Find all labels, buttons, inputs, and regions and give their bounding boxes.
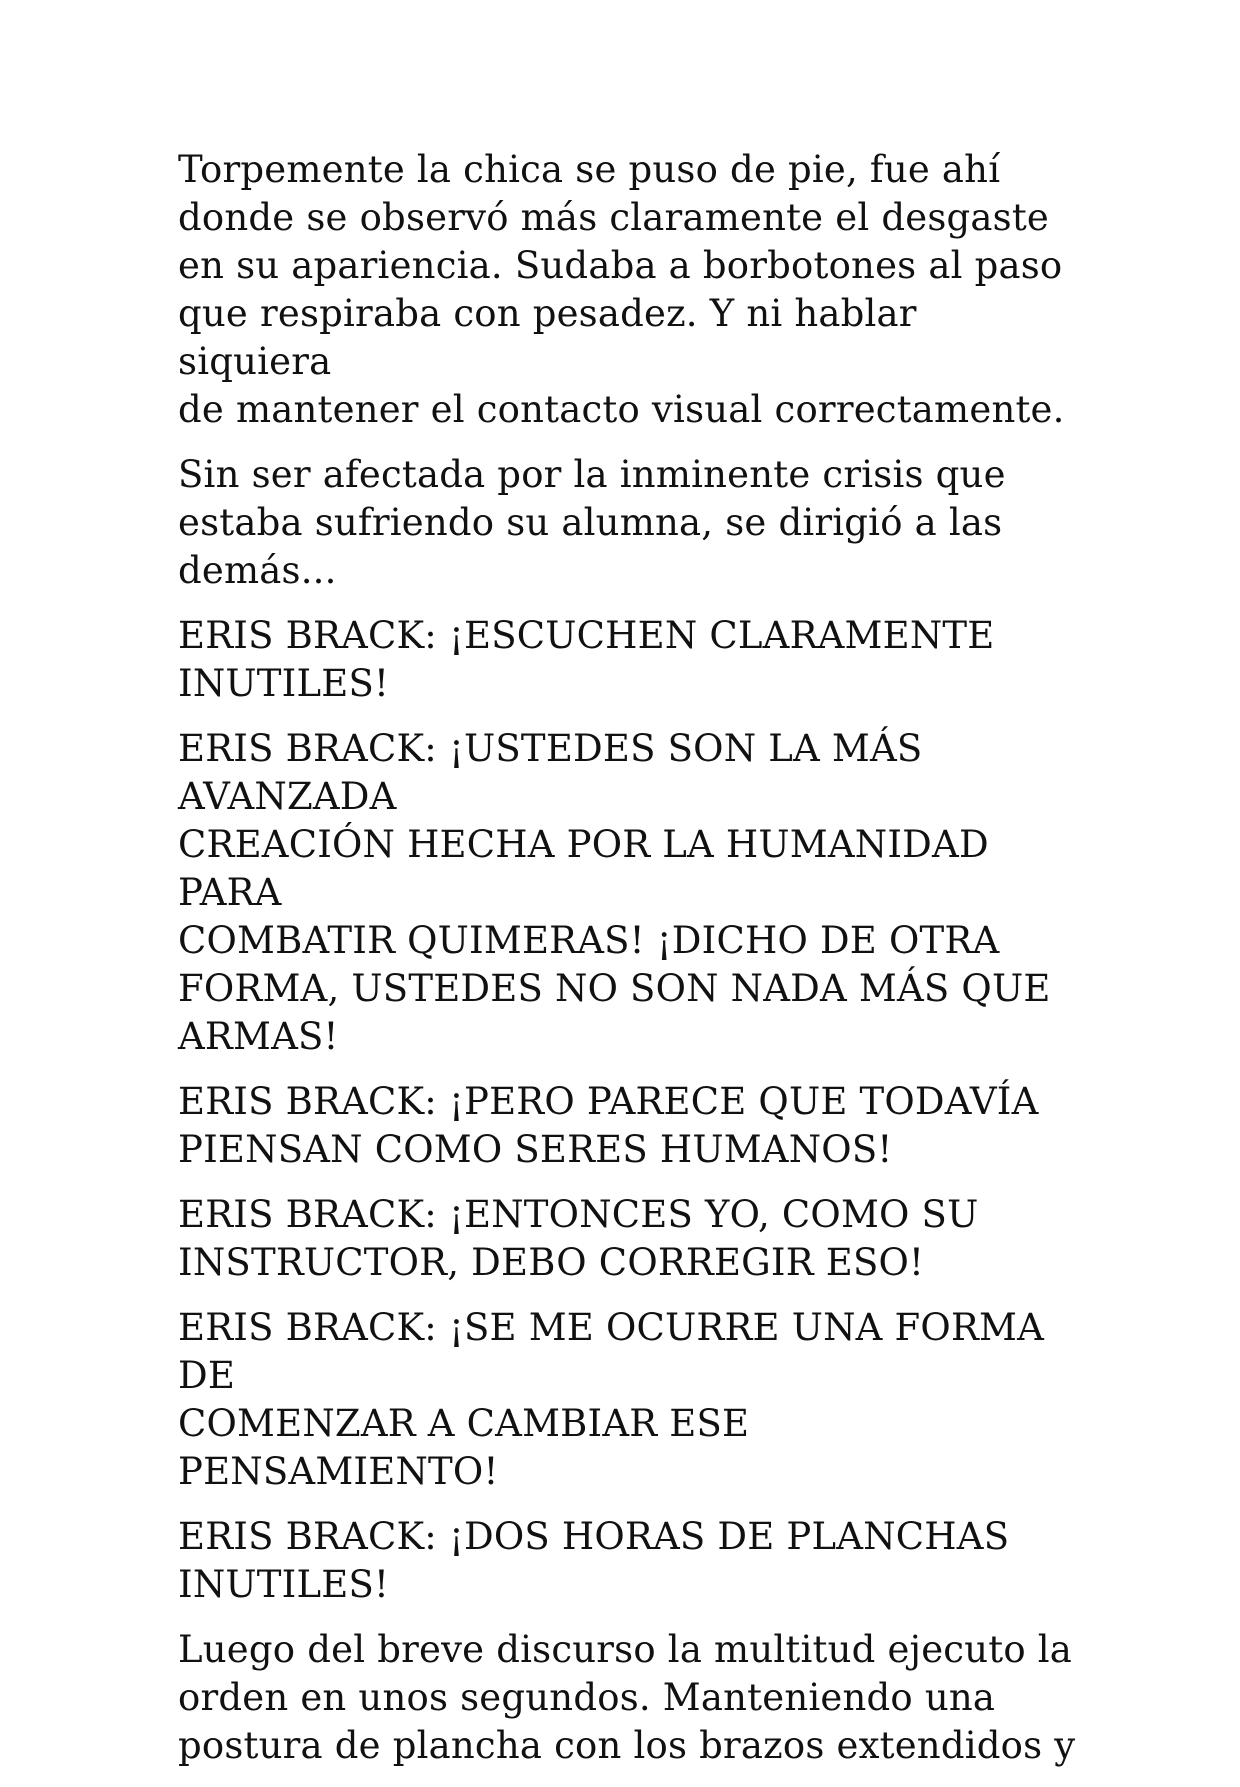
paragraph-dialogue-2: ERIS BRACK: ¡USTEDES SON LA MÁS AVANZADA CREACIÓN HECHA POR LA HUMANIDAD PARA COMBATIR QUIMERAS! ¡DICHO DE OTRA FORMA, USTEDES NO SON NADA MÁS QUE ARMAS! [178, 727, 1051, 1058]
paragraph-dialogue-4: ERIS BRACK: ¡ENTONCES YO, COMO SU INSTRUCTOR, DEBO CORREGIR ESO! [178, 1193, 979, 1284]
paragraph-narration-1: Torpemente la chica se puso de pie, fue ahí donde se observó más claramente el desgaste en su apariencia. Sudaba a borbotones al paso que respiraba con pesadez. Y ni hablar siquiera de mantener el contacto visual correctamente. [178, 148, 1065, 431]
paragraph-dialogue-5: ERIS BRACK: ¡SE ME OCURRE UNA FORMA DE COMENZAR A CAMBIAR ESE PENSAMIENTO! [178, 1306, 1045, 1493]
paragraph-dialogue-3: ERIS BRACK: ¡PERO PARECE QUE TODAVÍA PIENSAN COMO SERES HUMANOS! [178, 1080, 1039, 1171]
body-text [178, 146, 1078, 1787]
paragraph-narration-2: Sin ser afectada por la inminente crisis que estaba sufriendo su alumna, se dirigió a las demás... [178, 453, 1006, 592]
paragraph-dialogue-6: ERIS BRACK: ¡DOS HORAS DE PLANCHAS INUTILES! [178, 1515, 1010, 1606]
paragraph-dialogue-1: ERIS BRACK: ¡ESCUCHEN CLARAMENTE INUTILES! [178, 614, 995, 705]
paragraph-narration-3: Luego del breve discurso la multitud ejecuto la orden en unos segundos. Manteniendo una postura de plancha con los brazos extendidos y [178, 1628, 1076, 1767]
